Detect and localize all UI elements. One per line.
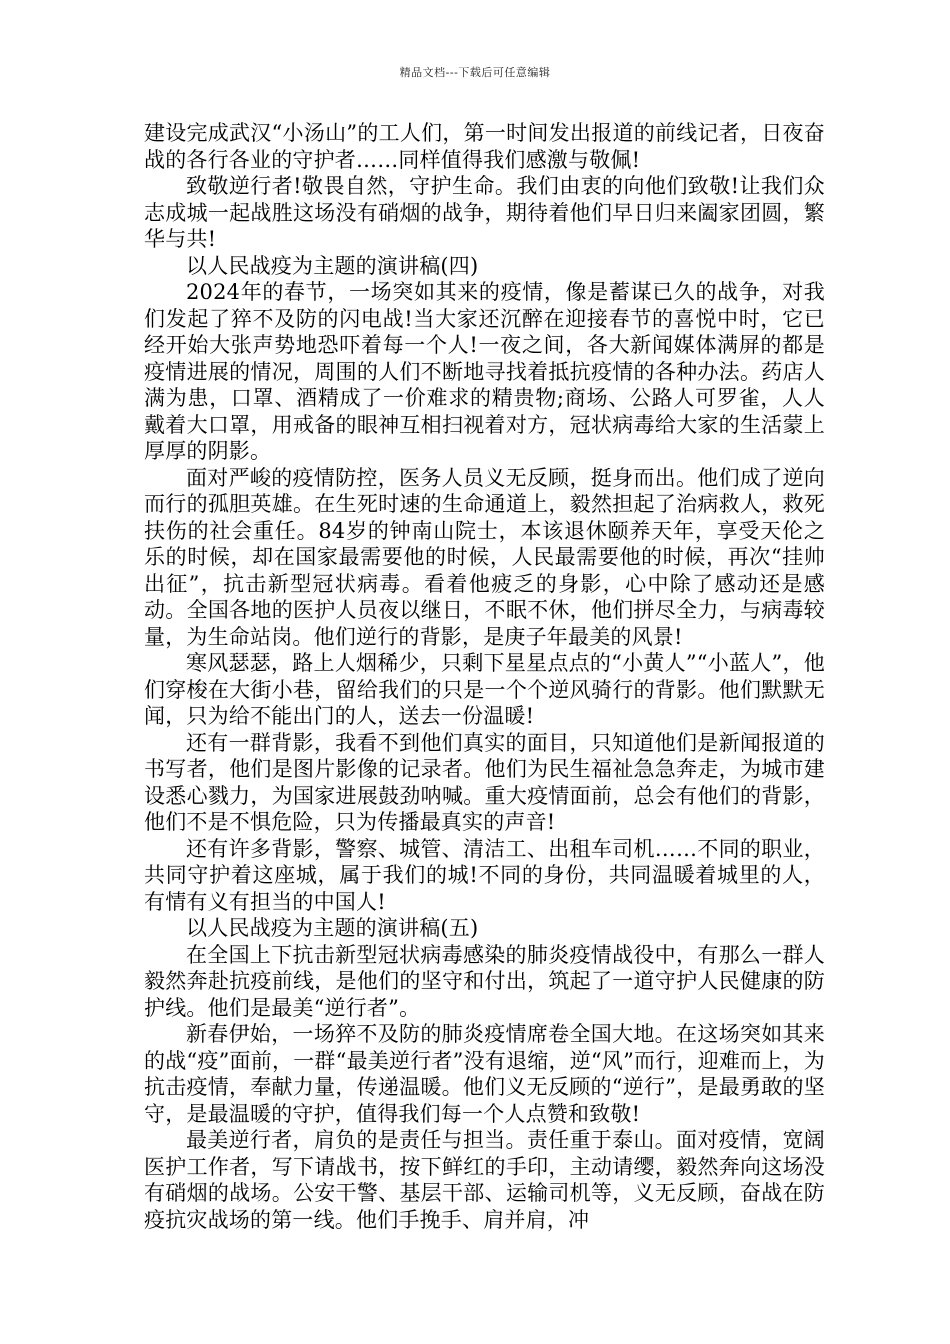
paragraph: 2024年的春节，一场突如其来的疫情，像是蓄谋已久的战争，对我们发起了猝不及防的闪电战!当大家还沉醉在迎接春节的喜悦中时，它已经开始大张声势地恐吓着每一个人!一夜之间，各大新闻媒体满屏的都是疫情进展的情况，周围的人们不断地寻找着抵抗疫情的各种办法。药店人满为患，口罩、酒精成了一价难求的精贵物;商场、公路人可罗雀，人人戴着大口罩，用戒备的眼神互相扫视着对方，冠状病毒给大家的生活蒙上厚厚的阴影。 bbox=[144, 280, 825, 463]
paragraph: 最美逆行者，肩负的是责任与担当。责任重于泰山。面对疫情，宽阔医护工作者，写下请战书，按下鲜红的手印，主动请缨，毅然奔向这场没有硝烟的战场。公安干警、基层干部、运输司机等，义无反顾，奋战在防疫抗灾战场的第一线。他们手挽手、肩并肩，冲 bbox=[144, 1128, 825, 1232]
paragraph: 还有一群背影，我看不到他们真实的面目，只知道他们是新闻报道的书写者，他们是图片影像的记录者。他们为民生福祉急急奔走，为城市建设悉心戮力，为国家进展鼓劲呐喊。重大疫情面前，总会有他们的背影，他们不是不惧危险，只为传播最真实的声音! bbox=[144, 730, 825, 834]
paragraph: 致敬逆行者!敬畏自然，守护生命。我们由衷的向他们致敬!让我们众志成城一起战胜这场没有硝烟的战争，期待着他们早日归来阖家团圆，繁华与共! bbox=[144, 174, 825, 251]
paragraph: 还有许多背影，警察、城管、清洁工、出租车司机……不同的职业，共同守护着这座城，属于我们的城!不同的身份，共同温暖着城里的人，有情有义有担当的中国人! bbox=[144, 836, 825, 914]
section-heading: 以人民战疫为主题的演讲稿(四) bbox=[186, 253, 479, 278]
paragraph: 建设完成武汉“小汤山”的工人们，第一时间发出报道的前线记者，日夜奋战的各行各业的守护者……同样值得我们感激与敬佩! bbox=[144, 121, 825, 172]
document-body bbox=[144, 120, 825, 1233]
paragraph: 在全国上下抗击新型冠状病毒感染的肺炎疫情战役中，有那么一群人毅然奔赴抗疫前线，是他们的坚守和付出，筑起了一道守护人民健康的防护线。他们是最美“逆行者”。 bbox=[144, 942, 825, 1020]
page-header: 精品文档---下载后可任意编辑 bbox=[399, 66, 551, 79]
paragraph: 新春伊始，一场猝不及防的肺炎疫情席卷全国大地。在这场突如其来的战“疫”面前，一群“最美逆行者”没有退缩，逆“风”而行，迎难而上，为抗击疫情，奉献力量，传递温暖。他们义无反顾的“逆行”，是最勇敢的坚守，是最温暖的守护，值得我们每一个人点赞和致敬! bbox=[144, 1022, 825, 1126]
paragraph: 面对严峻的疫情防控，医务人员义无反顾，挺身而出。他们成了逆向而行的孤胆英雄。在生死时速的生命通道上，毅然担起了治病救人，救死扶伤的社会重任。84岁的钟南山院士，本该退休颐养天年，享受天伦之乐的时候，却在国家最需要他的时候，人民最需要他的时候，再次“挂帅出征”，抗击新型冠状病毒。看着他疲乏的身影，心中除了感动还是感动。全国各地的医护人员夜以继日，不眠不休，他们拼尽全力，与病毒较量，为生命站岗。他们逆行的背影，是庚子年最美的风景! bbox=[144, 465, 825, 649]
paragraph: 寒风瑟瑟，路上人烟稀少，只剩下星星点点的“小黄人”“小蓝人”，他们穿梭在大街小巷，留给我们的只是一个个逆风骑行的背影。他们默默无闻，只为给不能出门的人，送去一份温暖! bbox=[144, 651, 825, 728]
section-heading: 以人民战疫为主题的演讲稿(五) bbox=[186, 916, 479, 940]
